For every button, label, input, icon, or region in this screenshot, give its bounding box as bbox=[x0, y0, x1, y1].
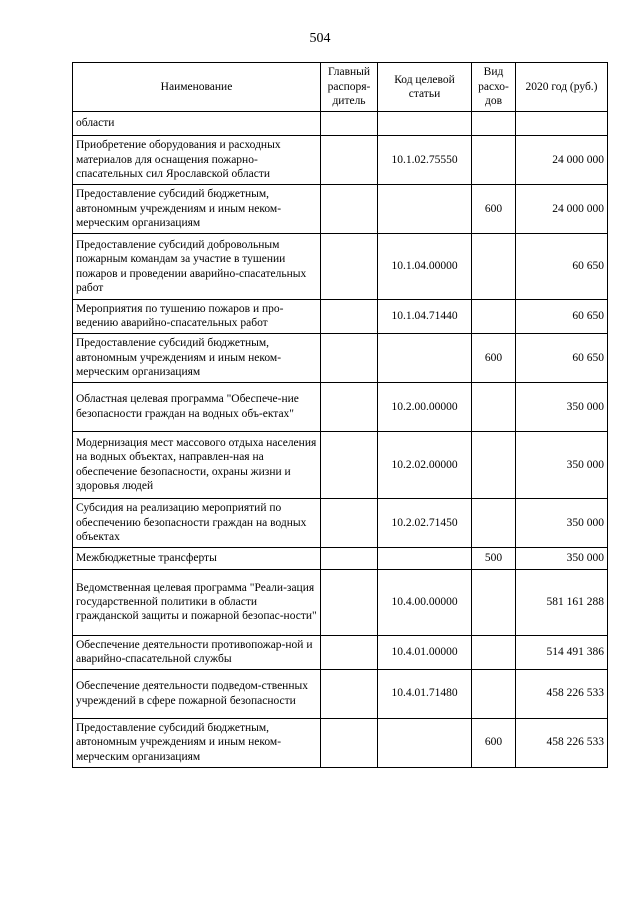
cell-target-code: 10.1.02.75550 bbox=[378, 136, 472, 185]
cell-main-admin bbox=[321, 234, 378, 300]
cell-amount: 350 000 bbox=[516, 498, 608, 547]
table-header-row bbox=[73, 63, 608, 112]
cell-expense-type bbox=[472, 669, 516, 718]
table-row bbox=[73, 669, 608, 718]
table-row bbox=[73, 234, 608, 300]
table-row bbox=[73, 300, 608, 334]
cell-amount: 60 650 bbox=[516, 300, 608, 334]
cell-main-admin bbox=[321, 498, 378, 547]
cell-name: Предоставление субсидий бюджетным, автономным учреждениям и иным неком-мерческим организациям bbox=[73, 718, 321, 767]
cell-expense-type bbox=[472, 112, 516, 136]
cell-target-code bbox=[378, 185, 472, 234]
cell-main-admin bbox=[321, 669, 378, 718]
cell-main-admin bbox=[321, 136, 378, 185]
cell-expense-type: 600 bbox=[472, 333, 516, 382]
table-row bbox=[73, 112, 608, 136]
table-body bbox=[73, 112, 608, 768]
table-row bbox=[73, 382, 608, 431]
cell-expense-type bbox=[472, 569, 516, 635]
cell-target-code: 10.4.01.00000 bbox=[378, 635, 472, 669]
cell-name: Областная целевая программа "Обеспече-ние безопасности граждан на водных объ-ектах" bbox=[73, 382, 321, 431]
cell-expense-type: 500 bbox=[472, 547, 516, 569]
cell-amount: 350 000 bbox=[516, 382, 608, 431]
cell-target-code: 10.2.00.00000 bbox=[378, 382, 472, 431]
cell-main-admin bbox=[321, 112, 378, 136]
cell-name: Обеспечение деятельности противопожар-ной и аварийно-спасательной службы bbox=[73, 635, 321, 669]
table-row bbox=[73, 635, 608, 669]
cell-amount: 458 226 533 bbox=[516, 718, 608, 767]
cell-target-code bbox=[378, 718, 472, 767]
table-row bbox=[73, 498, 608, 547]
cell-expense-type: 600 bbox=[472, 185, 516, 234]
cell-expense-type bbox=[472, 136, 516, 185]
cell-amount: 60 650 bbox=[516, 234, 608, 300]
cell-main-admin bbox=[321, 300, 378, 334]
cell-main-admin bbox=[321, 569, 378, 635]
cell-name: Обеспечение деятельности подведом-ственных учреждений в сфере пожарной безопасности bbox=[73, 669, 321, 718]
header-target-code: Код целевой статьи bbox=[378, 63, 472, 112]
table-row bbox=[73, 185, 608, 234]
cell-amount: 350 000 bbox=[516, 431, 608, 498]
cell-name: Предоставление субсидий бюджетным, автономным учреждениям и иным неком-мерческим организациям bbox=[73, 185, 321, 234]
cell-name: области bbox=[73, 112, 321, 136]
header-name: Наименование bbox=[73, 63, 321, 112]
cell-main-admin bbox=[321, 547, 378, 569]
cell-main-admin bbox=[321, 635, 378, 669]
cell-main-admin bbox=[321, 431, 378, 498]
cell-expense-type bbox=[472, 234, 516, 300]
cell-amount: 350 000 bbox=[516, 547, 608, 569]
cell-target-code: 10.1.04.71440 bbox=[378, 300, 472, 334]
header-amount-2020: 2020 год (руб.) bbox=[516, 63, 608, 112]
cell-name: Модернизация мест массового отдыха населения на водных объектах, направлен-ная на обеспечение безопасности, охраны жизни и здоровья людей bbox=[73, 431, 321, 498]
cell-expense-type bbox=[472, 498, 516, 547]
cell-target-code: 10.2.02.71450 bbox=[378, 498, 472, 547]
cell-amount: 60 650 bbox=[516, 333, 608, 382]
cell-amount bbox=[516, 112, 608, 136]
cell-name: Ведомственная целевая программа "Реали-зация государственной политики в области гражданской защиты и пожарной безопас-ности" bbox=[73, 569, 321, 635]
table-row bbox=[73, 431, 608, 498]
cell-expense-type bbox=[472, 635, 516, 669]
cell-amount: 514 491 386 bbox=[516, 635, 608, 669]
cell-amount: 458 226 533 bbox=[516, 669, 608, 718]
cell-target-code bbox=[378, 112, 472, 136]
cell-main-admin bbox=[321, 718, 378, 767]
table-row bbox=[73, 333, 608, 382]
cell-target-code bbox=[378, 547, 472, 569]
budget-table bbox=[72, 62, 608, 768]
cell-target-code: 10.2.02.00000 bbox=[378, 431, 472, 498]
cell-name: Субсидия на реализацию мероприятий по обеспечению безопасности граждан на водных объектах bbox=[73, 498, 321, 547]
table-row bbox=[73, 569, 608, 635]
cell-amount: 581 161 288 bbox=[516, 569, 608, 635]
table-row bbox=[73, 547, 608, 569]
page-number: 504 bbox=[309, 31, 331, 46]
cell-main-admin bbox=[321, 333, 378, 382]
cell-expense-type bbox=[472, 382, 516, 431]
header-expense-type: Вид расхо-дов bbox=[472, 63, 516, 112]
cell-name: Мероприятия по тушению пожаров и про-ведению аварийно-спасательных работ bbox=[73, 300, 321, 334]
cell-target-code: 10.4.01.71480 bbox=[378, 669, 472, 718]
cell-main-admin bbox=[321, 185, 378, 234]
cell-name: Приобретение оборудования и расходных материалов для оснащения пожарно-спасательных сил Ярославской области bbox=[73, 136, 321, 185]
cell-expense-type bbox=[472, 431, 516, 498]
cell-amount: 24 000 000 bbox=[516, 136, 608, 185]
cell-name: Межбюджетные трансферты bbox=[73, 547, 321, 569]
cell-target-code: 10.4.00.00000 bbox=[378, 569, 472, 635]
table-row bbox=[73, 718, 608, 767]
cell-name: Предоставление субсидий бюджетным, автономным учреждениям и иным неком-мерческим организациям bbox=[73, 333, 321, 382]
cell-name: Предоставление субсидий добровольным пожарным командам за участие в тушении пожаров и проведении аварийно-спасательных работ bbox=[73, 234, 321, 300]
cell-main-admin bbox=[321, 382, 378, 431]
header-main-admin: Главный распоря-дитель bbox=[321, 63, 378, 112]
cell-target-code: 10.1.04.00000 bbox=[378, 234, 472, 300]
cell-expense-type bbox=[472, 300, 516, 334]
table-row bbox=[73, 136, 608, 185]
cell-target-code bbox=[378, 333, 472, 382]
cell-expense-type: 600 bbox=[472, 718, 516, 767]
cell-amount: 24 000 000 bbox=[516, 185, 608, 234]
